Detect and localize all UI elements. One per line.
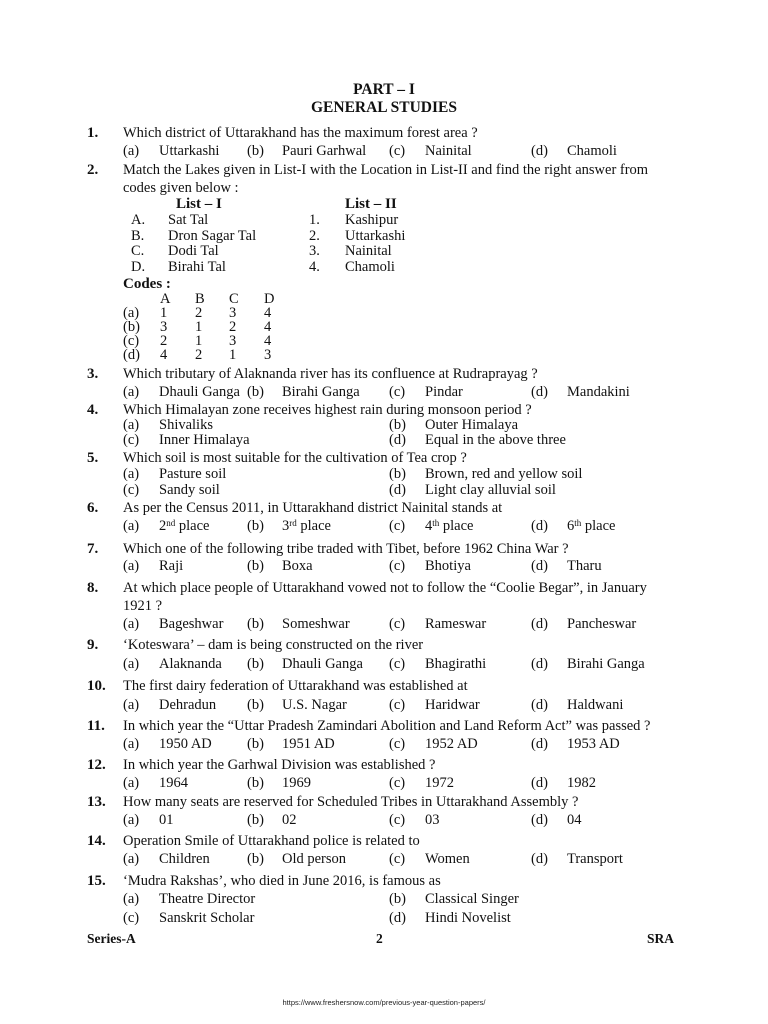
question-text: The first dairy federation of Uttarakhand was established at [123, 678, 468, 694]
question-number: 3. [87, 366, 99, 382]
code-value: 3 [264, 347, 272, 363]
codes-title: Codes : [123, 276, 171, 292]
question-text: Which tributary of Alaknanda river has its confluence at Rudraprayag ? [123, 366, 538, 382]
option-b [282, 518, 331, 534]
list-1-key: D. [131, 259, 146, 275]
code-value: 2 [195, 305, 203, 321]
option-label-d: (d) [389, 482, 406, 498]
option-label-d: (d) [531, 851, 548, 867]
code-value: 4 [264, 305, 272, 321]
option-label-b: (b) [247, 812, 264, 828]
question-number: 6. [87, 500, 99, 516]
code-value: 1 [195, 333, 203, 349]
option-b: Classical Singer [425, 891, 519, 907]
option-b: Pauri Garhwal [282, 143, 367, 159]
question-text: Which district of Uttarakhand has the maximum forest area ? [123, 125, 478, 141]
ordinal-number: 4 [425, 518, 433, 534]
option-label-b: (b) [247, 518, 264, 534]
list-1-item: Birahi Tal [168, 259, 226, 275]
option-label-d: (d) [531, 384, 548, 400]
option-label-b: (b) [247, 143, 264, 159]
question-number: 14. [87, 833, 106, 849]
page-number: 2 [376, 931, 383, 946]
option-label-d: (d) [531, 697, 548, 713]
option-label-c: (c) [123, 432, 140, 448]
option-b: Someshwar [282, 616, 350, 632]
option-c: Bhotiya [425, 558, 471, 574]
question-text: ‘Mudra Rakshas’, who died in June 2016, is famous as [123, 873, 441, 889]
option-label-a: (a) [123, 558, 140, 574]
ordinal-suffix: th [432, 518, 440, 528]
option-c: Bhagirathi [425, 656, 487, 672]
list-2-item: Uttarkashi [345, 228, 406, 244]
option-a: Uttarkashi [159, 143, 220, 159]
option-label-b: (b) [247, 616, 264, 632]
list-1-key: C. [131, 243, 145, 259]
option-label-c: (c) [389, 558, 406, 574]
option-b: Birahi Ganga [282, 384, 360, 400]
question-text-cont: 1921 ? [123, 598, 163, 614]
section-title: GENERAL STUDIES [310, 99, 457, 116]
question-text: Match the Lakes given in List-I with the Location in List-II and find the right answer from [123, 162, 649, 178]
option-d: Birahi Ganga [567, 656, 645, 672]
option-label-b: (b) [247, 558, 264, 574]
option-label-a: (a) [123, 417, 140, 433]
option-a [159, 518, 209, 534]
option-label-a: (a) [123, 518, 140, 534]
option-c: 1952 AD [425, 736, 478, 752]
question-text: Which one of the following tribe traded with Tibet, before 1962 China War ? [123, 541, 569, 557]
option-a: Bageshwar [159, 616, 224, 632]
option-label-c: (c) [389, 697, 406, 713]
option-c: Nainital [425, 143, 472, 159]
option-label-c: (c) [389, 143, 406, 159]
code-value: 2 [229, 319, 237, 335]
question-text: ‘Koteswara’ – dam is being constructed on the river [123, 637, 424, 653]
option-b: Boxa [282, 558, 313, 574]
option-label-c: (c) [389, 851, 406, 867]
option-c: Rameswar [425, 616, 487, 632]
question-number: 11. [87, 718, 105, 734]
code-option: (d) [123, 347, 140, 363]
code-value: 4 [264, 333, 272, 349]
question-text-cont: codes given below : [123, 180, 239, 196]
code-value: 1 [195, 319, 203, 335]
question-text: In which year the “Uttar Pradesh Zamindari Abolition and Land Reform Act” was passed ? [123, 718, 651, 734]
paper-code: SRA [647, 931, 675, 946]
option-d: 1953 AD [567, 736, 620, 752]
question-number: 8. [87, 580, 99, 596]
question-number: 13. [87, 794, 106, 810]
option-c: Women [425, 851, 470, 867]
code-option: (b) [123, 319, 140, 335]
option-b: U.S. Nagar [282, 697, 347, 713]
code-value: 3 [229, 333, 237, 349]
question-number: 12. [87, 757, 106, 773]
question-text: In which year the Garhwal Division was established ? [123, 757, 436, 773]
place-word: place [442, 518, 474, 534]
option-label-c: (c) [389, 656, 406, 672]
code-head: D [264, 291, 275, 307]
option-d: Mandakini [567, 384, 630, 400]
option-label-a: (a) [123, 697, 140, 713]
option-label-a: (a) [123, 736, 140, 752]
option-d: Chamoli [567, 143, 617, 159]
question-number: 7. [87, 541, 99, 557]
option-label-b: (b) [389, 466, 406, 482]
question-number: 9. [87, 637, 99, 653]
code-option: (c) [123, 333, 140, 349]
option-label-b: (b) [247, 656, 264, 672]
option-label-a: (a) [123, 812, 140, 828]
option-a: Pasture soil [159, 466, 227, 482]
code-value: 1 [160, 305, 168, 321]
option-label-b: (b) [389, 891, 406, 907]
list-1-key: B. [131, 228, 145, 244]
option-a: Theatre Director [159, 891, 256, 907]
question-number: 4. [87, 402, 99, 418]
code-value: 4 [264, 319, 272, 335]
list-2-key: 4. [309, 259, 320, 275]
list-1-item: Dodi Tal [168, 243, 219, 259]
option-a: Dehradun [159, 697, 217, 713]
option-label-d: (d) [531, 656, 548, 672]
question-text: Which Himalayan zone receives highest rain during monsoon period ? [123, 402, 532, 418]
option-label-b: (b) [247, 697, 264, 713]
option-c: 03 [425, 812, 440, 828]
code-option: (a) [123, 305, 140, 321]
question-number: 1. [87, 125, 99, 141]
option-label-d: (d) [531, 558, 548, 574]
option-d: Tharu [567, 558, 602, 574]
list-1-item: Dron Sagar Tal [168, 228, 257, 244]
ordinal-suffix: nd [166, 518, 176, 528]
list-2-key: 2. [309, 228, 320, 244]
option-label-d: (d) [531, 812, 548, 828]
option-a: 1950 AD [159, 736, 212, 752]
option-label-c: (c) [389, 736, 406, 752]
question-number: 2. [87, 162, 99, 178]
option-d: Hindi Novelist [425, 910, 511, 926]
option-d: Haldwani [567, 697, 624, 713]
place-word: place [300, 518, 331, 534]
code-value: 3 [160, 319, 168, 335]
option-a: Children [159, 851, 210, 867]
option-label-a: (a) [123, 851, 140, 867]
option-label-b: (b) [247, 384, 264, 400]
code-head: C [229, 291, 239, 307]
option-label-d: (d) [531, 775, 548, 791]
option-label-a: (a) [123, 466, 140, 482]
option-d: 04 [567, 812, 582, 828]
option-label-c: (c) [123, 482, 140, 498]
ordinal-suffix: th [574, 518, 582, 528]
code-head: A [160, 291, 171, 307]
option-label-c: (c) [389, 812, 406, 828]
code-value: 4 [160, 347, 168, 363]
option-label-d: (d) [531, 143, 548, 159]
code-value: 2 [160, 333, 168, 349]
ordinal-number: 2 [159, 518, 167, 534]
list-2-key: 1. [309, 212, 320, 228]
question-text: Operation Smile of Uttarakhand police is related to [123, 833, 420, 849]
ordinal-suffix: rd [289, 518, 297, 528]
question-number: 15. [87, 873, 106, 889]
option-d: Light clay alluvial soil [425, 482, 556, 498]
option-label-a: (a) [123, 656, 140, 672]
list-2-item: Kashipur [345, 212, 399, 228]
option-a: 01 [159, 812, 174, 828]
option-label-d: (d) [389, 432, 406, 448]
list-2-item: Nainital [345, 243, 392, 259]
option-label-c: (c) [389, 775, 406, 791]
option-label-d: (d) [531, 518, 548, 534]
option-b: 02 [282, 812, 297, 828]
option-label-b: (b) [247, 851, 264, 867]
option-c: 1972 [425, 775, 454, 791]
question-text: As per the Census 2011, in Uttarakhand district Nainital stands at [123, 500, 503, 516]
option-label-c: (c) [123, 910, 140, 926]
option-b: Outer Himalaya [425, 417, 519, 433]
list-1-key: A. [131, 212, 146, 228]
code-value: 2 [195, 347, 203, 363]
list-1-title: List – I [176, 196, 222, 212]
code-head: B [195, 291, 205, 307]
list-2-item: Chamoli [345, 259, 395, 275]
option-a: Raji [159, 558, 184, 574]
list-2-key: 3. [309, 243, 320, 259]
option-c: Sandy soil [159, 482, 220, 498]
option-b: Old person [282, 851, 347, 867]
option-label-a: (a) [123, 143, 140, 159]
option-label-d: (d) [531, 736, 548, 752]
code-value: 3 [229, 305, 237, 321]
option-d: Equal in the above three [425, 432, 566, 448]
option-label-d: (d) [389, 910, 406, 926]
option-label-a: (a) [123, 775, 140, 791]
option-b: 1951 AD [282, 736, 335, 752]
option-label-b: (b) [389, 417, 406, 433]
code-value: 1 [229, 347, 237, 363]
option-d: 1982 [567, 775, 596, 791]
place-word: place [178, 518, 210, 534]
list-2-title: List – II [345, 196, 397, 212]
option-label-a: (a) [123, 891, 140, 907]
option-a: Dhauli Ganga [159, 384, 240, 400]
option-b: Dhauli Ganga [282, 656, 363, 672]
ordinal-number: 6 [567, 518, 575, 534]
option-c [425, 518, 473, 534]
option-label-c: (c) [389, 616, 406, 632]
option-label-c: (c) [389, 384, 406, 400]
option-b: Brown, red and yellow soil [425, 466, 583, 482]
question-text: Which soil is most suitable for the cultivation of Tea crop ? [123, 450, 467, 466]
option-a: 1964 [159, 775, 188, 791]
question-number: 5. [87, 450, 99, 466]
option-label-b: (b) [247, 775, 264, 791]
part-title: PART – I [353, 81, 415, 98]
series-label: Series-A [87, 931, 136, 946]
option-label-b: (b) [247, 736, 264, 752]
ordinal-number: 3 [282, 518, 290, 534]
option-d: Transport [567, 851, 623, 867]
option-c: Pindar [425, 384, 463, 400]
option-d: Pancheswar [567, 616, 637, 632]
option-a: Shivaliks [159, 417, 213, 433]
option-label-d: (d) [531, 616, 548, 632]
question-number: 10. [87, 678, 106, 694]
question-text: At which place people of Uttarakhand vowed not to follow the “Coolie Begar”, in January [123, 580, 647, 596]
option-c: Inner Himalaya [159, 432, 250, 448]
option-label-c: (c) [389, 518, 406, 534]
place-word: place [584, 518, 616, 534]
option-b: 1969 [282, 775, 311, 791]
option-c: Haridwar [425, 697, 480, 713]
option-a: Alaknanda [159, 656, 222, 672]
list-1-item: Sat Tal [168, 212, 209, 228]
option-d [567, 518, 615, 534]
question-text: How many seats are reserved for Scheduled Tribes in Uttarakhand Assembly ? [123, 794, 579, 810]
option-label-a: (a) [123, 616, 140, 632]
option-c: Sanskrit Scholar [159, 910, 255, 926]
option-label-a: (a) [123, 384, 140, 400]
source-url: https://www.freshersnow.com/previous-year-question-papers/ [282, 998, 486, 1007]
